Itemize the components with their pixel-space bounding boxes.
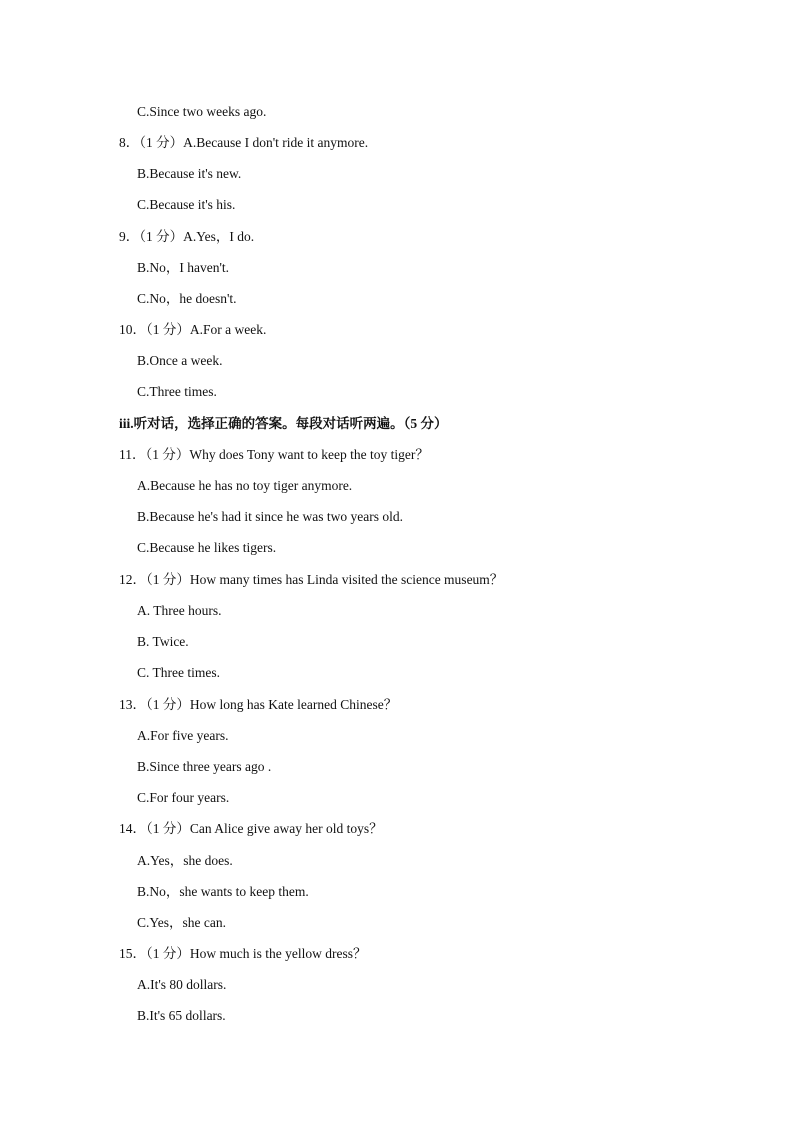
q13-option-b: B.Since three years ago . [137,759,272,774]
q15-option-a: A.It's 80 dollars. [137,977,227,992]
q8-option-c: C.Because it's his. [137,197,236,212]
q7-option-c: C.Since two weeks ago. [137,104,267,119]
q15-option-b: B.It's 65 dollars. [137,1008,226,1023]
q13-option-a: A.For five years. [137,728,229,743]
q10-stem: 10．（1 分）A.For a week. [119,322,267,337]
section-heading: iii.听对话，选择正确的答案。每段对话听两遍。（5 分） [119,416,448,431]
q8-stem: 8．（1 分）A.Because I don't ride it anymore. [119,135,369,150]
q15-stem: 15．（1 分）How much is the yellow dress？ [119,946,367,961]
q9-stem: 9．（1 分）A.Yes，I do. [119,229,255,244]
q13-stem: 13．（1 分）How long has Kate learned Chinese？ [119,697,398,712]
q10-option-b: B.Once a week. [137,353,223,368]
q11-option-c: C.Because he likes tigers. [137,540,277,555]
q10-option-c: C.Three times. [137,384,217,399]
q14-option-a: A.Yes，she does. [137,853,233,868]
q11-option-b: B.Because he's had it since he was two years old. [137,509,403,524]
q12-stem: 12．（1 分）How many times has Linda visited the science museum？ [119,572,504,587]
q12-option-a: A. Three hours. [137,603,222,618]
q12-option-c: C. Three times. [137,665,220,680]
q9-option-c: C.No，he doesn't. [137,291,237,306]
q14-stem: 14．（1 分）Can Alice give away her old toys？ [119,821,383,836]
q8-option-b: B.Because it's new. [137,166,242,181]
q11-option-a: A.Because he has no toy tiger anymore. [137,478,353,493]
q12-option-b: B. Twice. [137,634,189,649]
q11-stem: 11．（1 分）Why does Tony want to keep the toy tiger？ [119,447,429,462]
q9-option-b: B.No，I haven't. [137,260,230,275]
q13-option-c: C.For four years. [137,790,230,805]
q14-option-c: C.Yes，she can. [137,915,227,930]
q14-option-b: B.No，she wants to keep them. [137,884,309,899]
